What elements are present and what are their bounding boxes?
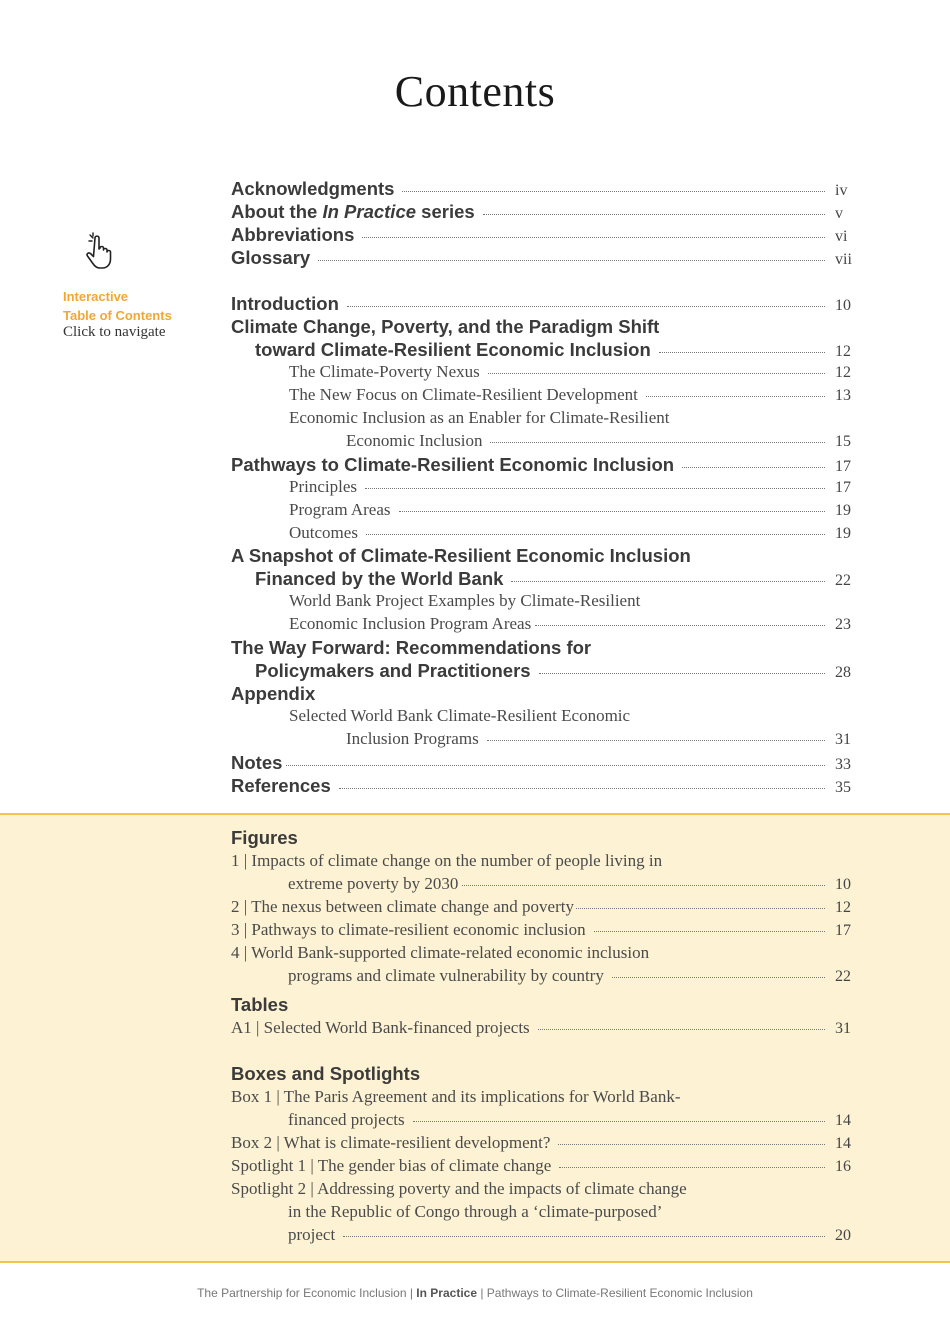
figures-heading: Figures bbox=[231, 827, 298, 848]
toc-entry-glossary[interactable]: Glossary vii bbox=[231, 247, 852, 268]
figure-4-entry-cont[interactable]: programs and climate vulnerability by country 22 bbox=[288, 966, 851, 985]
spotlight-1-entry[interactable]: Spotlight 1 | The gender bias of climate change 16 bbox=[231, 1156, 851, 1175]
box-2-entry[interactable]: Box 2 | What is climate-resilient development? 14 bbox=[231, 1133, 851, 1152]
toc-entry-acknowledgments[interactable]: Acknowledgments iv bbox=[231, 178, 848, 199]
spotlight-2-entry[interactable]: Spotlight 2 | Addressing poverty and the impacts of climate change bbox=[231, 1179, 687, 1198]
boxes-heading: Boxes and Spotlights bbox=[231, 1063, 421, 1084]
toc-entry-outcomes[interactable]: Outcomes 19 bbox=[289, 523, 851, 542]
table-a1-entry[interactable]: A1 | Selected World Bank-financed projects 31 bbox=[231, 1018, 851, 1037]
toc-entry-introduction[interactable]: Introduction 10 bbox=[231, 293, 851, 314]
figure-3-entry[interactable]: 3 | Pathways to climate-resilient economic inclusion 17 bbox=[231, 920, 851, 939]
toc-entry-abbreviations[interactable]: Abbreviations vi bbox=[231, 224, 848, 245]
toc-entry-examples[interactable]: World Bank Project Examples by Climate-Resilient bbox=[289, 591, 641, 610]
toc-entry-selected-programs-cont[interactable]: Inclusion Programs 31 bbox=[346, 729, 851, 748]
toc-entry-enabler-cont[interactable]: Economic Inclusion 15 bbox=[346, 431, 851, 450]
interactive-toc-label: Interactive Table of Contents bbox=[63, 289, 172, 323]
figure-2-entry[interactable]: 2 | The nexus between climate change and poverty 12 bbox=[231, 897, 851, 916]
spotlight-2-entry-cont[interactable]: in the Republic of Congo through a ‘climate-purposed’ bbox=[288, 1202, 663, 1221]
toc-entry-notes[interactable]: Notes 33 bbox=[231, 752, 851, 773]
page-title: Contents bbox=[394, 67, 556, 116]
toc-entry-examples-cont[interactable]: Economic Inclusion Program Areas 23 bbox=[289, 614, 851, 633]
toc-entry-climate-change[interactable]: Climate Change, Poverty, and the Paradigm Shift bbox=[231, 316, 660, 337]
box-1-entry-cont[interactable]: financed projects 14 bbox=[288, 1110, 851, 1129]
toc-entry-way-forward-cont[interactable]: Policymakers and Practitioners 28 bbox=[255, 660, 851, 681]
figure-1-entry-cont[interactable]: extreme poverty by 2030 10 bbox=[288, 874, 851, 893]
hand-pointer-icon bbox=[85, 232, 119, 272]
toc-entry-climate-change-cont[interactable]: toward Climate-Resilient Economic Inclusion 12 bbox=[255, 339, 851, 360]
page-footer: The Partnership for Economic Inclusion | In Practice | Pathways to Climate-Resilient Economic Inclusion bbox=[197, 1286, 753, 1300]
toc-entry-references[interactable]: References 35 bbox=[231, 775, 851, 796]
spotlight-2-entry-cont2[interactable]: project 20 bbox=[288, 1225, 851, 1244]
toc-entry-selected-programs[interactable]: Selected World Bank Climate-Resilient Economic bbox=[289, 706, 631, 725]
box-1-entry[interactable]: Box 1 | The Paris Agreement and its implications for World Bank- bbox=[231, 1087, 681, 1106]
toc-entry-principles[interactable]: Principles 17 bbox=[289, 477, 851, 496]
toc-entry-appendix[interactable]: Appendix bbox=[231, 683, 316, 704]
click-to-navigate-hint: Click to navigate bbox=[63, 324, 166, 340]
toc-entry-enabler[interactable]: Economic Inclusion as an Enabler for Climate-Resilient bbox=[289, 408, 670, 427]
toc-entry-snapshot-cont[interactable]: Financed by the World Bank 22 bbox=[255, 568, 851, 589]
toc-entry-nexus[interactable]: The Climate-Poverty Nexus 12 bbox=[289, 362, 851, 381]
toc-entry-snapshot[interactable]: A Snapshot of Climate-Resilient Economic Inclusion bbox=[231, 545, 691, 566]
toc-entry-program-areas[interactable]: Program Areas 19 bbox=[289, 500, 851, 519]
figure-4-entry[interactable]: 4 | World Bank-supported climate-related economic inclusion bbox=[231, 943, 650, 962]
toc-entry-pathways[interactable]: Pathways to Climate-Resilient Economic Inclusion 17 bbox=[231, 454, 851, 475]
toc-entry-about-series[interactable]: About the In Practice series v bbox=[231, 201, 843, 222]
toc-entry-new-focus[interactable]: The New Focus on Climate-Resilient Development 13 bbox=[289, 385, 851, 404]
tables-heading: Tables bbox=[231, 994, 289, 1015]
toc-entry-way-forward[interactable]: The Way Forward: Recommendations for bbox=[231, 637, 592, 658]
figure-1-entry[interactable]: 1 | Impacts of climate change on the number of people living in bbox=[231, 851, 663, 870]
